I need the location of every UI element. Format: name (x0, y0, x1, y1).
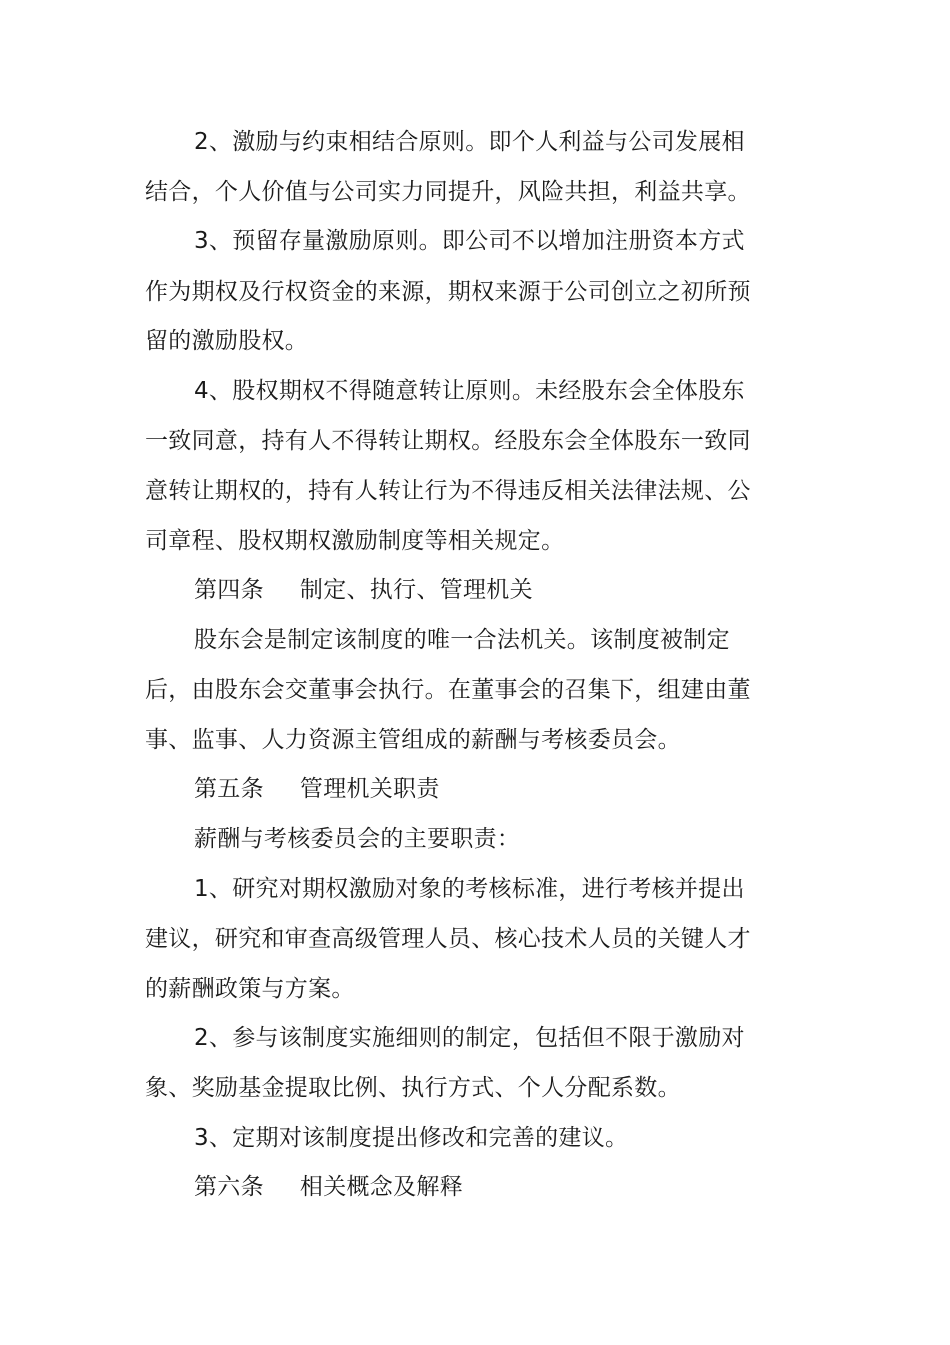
p7-line-2: 象、奖励基金提取比例、执行方式、个人分配系数。 (145, 1075, 681, 1101)
p7-line-1: 2、参与该制度实施细则的制定，包括但不限于激励对 (194, 1025, 745, 1051)
p5-line-1: 薪酬与考核委员会的主要职责： (194, 826, 521, 852)
p6-line-3: 的薪酬政策与方案。 (145, 976, 355, 1002)
p3-line-2: 一致同意，持有人不得转让期权。经股东会全体股东一致同 (145, 428, 751, 454)
p1-line-2: 结合，个人价值与公司实力同提升，风险共担，利益共享。 (145, 179, 751, 205)
article-4-heading (194, 575, 533, 605)
p6-line-1: 1、研究对期权激励对象的考核标准，进行考核并提出 (194, 876, 745, 902)
article-5-heading (194, 774, 440, 804)
p1-line-1: 2、激励与约束相结合原则。即个人利益与公司发展相 (194, 129, 745, 155)
p4-line-1: 股东会是制定该制度的唯一合法机关。该制度被制定 (194, 627, 730, 653)
article-4-number: 第四条 (194, 577, 264, 603)
p2-line-1: 3、预留存量激励原则。即公司不以增加注册资本方式 (194, 228, 745, 254)
p6-line-2: 建议，研究和审查高级管理人员、核心技术人员的关键人才 (145, 926, 751, 952)
p4-line-2: 后，由股东会交董事会执行。在董事会的召集下，组建由董 (145, 677, 751, 703)
p3-line-1: 4、股权期权不得随意转让原则。未经股东会全体股东 (194, 378, 745, 404)
p2-line-2: 作为期权及行权资金的来源，期权来源于公司创立之初所预 (145, 279, 751, 305)
article-6-title: 相关概念及解释 (299, 1174, 464, 1200)
article-4-title: 制定、执行、管理机关 (299, 577, 533, 603)
p8-line-1: 3、定期对该制度提出修改和完善的建议。 (194, 1125, 629, 1151)
article-5-number: 第五条 (194, 776, 264, 802)
article-6-heading (194, 1172, 463, 1202)
p3-line-3: 意转让期权的，持有人转让行为不得违反相关法律法规、公 (145, 478, 751, 504)
p3-line-4: 司章程、股权期权激励制度等相关规定。 (145, 528, 565, 554)
article-5-title: 管理机关职责 (299, 776, 440, 802)
p2-line-3: 留的激励股权。 (145, 328, 309, 354)
article-6-number: 第六条 (194, 1174, 264, 1200)
p4-line-3: 事、监事、人力资源主管组成的薪酬与考核委员会。 (145, 727, 681, 753)
